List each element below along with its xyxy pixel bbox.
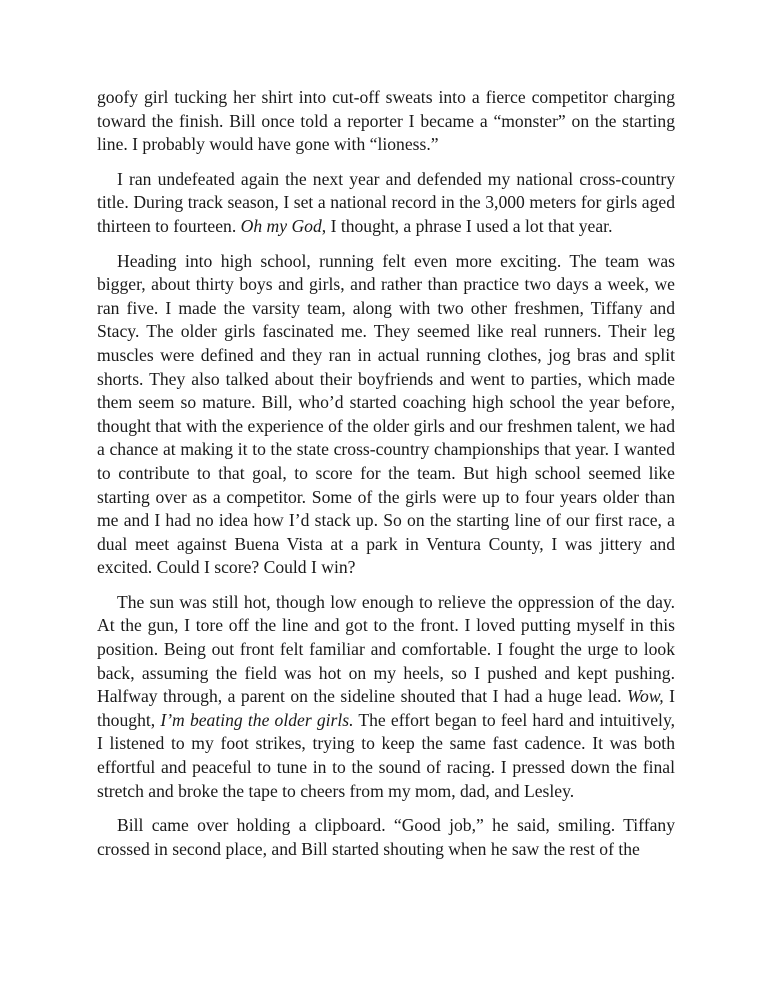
paragraph-3-text: Heading into high school, running felt even more exciting. The team was bigger, about thirty boys and girls, and rather than practice two days a week, we ran five. I made the varsity team, along with two other freshmen, Tiffany and Stacy. The older girls fascinated me. They seemed like real runners. Their leg muscles were defined and they ran in actual running clothes, jog bras and split shorts. They also talked about their boyfriends and went to parties, which made them seem so mature. Bill, who’d started coaching high school the year before, thought that with the experience of the older girls and our freshmen talent, we had a chance at making it to the state cross-country championships that year. I wanted to contribute to that goal, to score for the team. But high school seemed like starting over as a competitor. Some of the girls were up to four years older than me and I had no idea how I’d stack up. So on the starting line of our first race, a dual meet against Buena Vista at a park in Ventura County, I was jittery and excited. Could I score? Could I win? — [97, 250, 675, 578]
paragraph-2-italic-phrase: Oh my God — [240, 215, 322, 236]
book-page-body — [97, 86, 675, 861]
paragraph-4-italic-wow: Wow, — [626, 686, 664, 707]
paragraph-3 — [97, 250, 675, 580]
paragraph-2 — [97, 168, 675, 239]
paragraph-4-text: The sun was still hot, though low enough to relieve the oppression of the day. At the gun, I tore off the line and got to the front. I loved putting myself in this position. Being out front felt familiar and comfortable. I fought the urge to look back, assuming the field was hot on my heels, so I pushed and kept pushing. Halfway through, a parent on the sideline shouted that I had a huge lead. — [97, 591, 675, 707]
paragraph-5 — [97, 814, 675, 861]
paragraph-1-text: goofy girl tucking her shirt into cut-off sweats into a fierce competitor charging toward the finish. Bill once told a reporter I became a “monster” on the starting line. I probably would have gone with “lioness.” — [97, 87, 675, 155]
paragraph-2-text-end: , I thought, a phrase I used a lot that year. — [321, 215, 613, 236]
paragraph-4 — [97, 591, 675, 803]
paragraph-5-text: Bill came over holding a clipboard. “Good job,” he said, smiling. Tiffany crossed in second place, and Bill started shouting when he saw the rest of the — [97, 815, 675, 859]
paragraph-1 — [97, 86, 675, 157]
paragraph-4-text-thought: I thought, — [97, 686, 675, 730]
paragraph-4-text-end: The effort began to feel hard and intuitively, I listened to my foot strikes, trying to keep the same fast cadence. It was both effortful and peaceful to tune in to the sound of racing. I pressed down the final stretch and broke the tape to cheers from my mom, dad, and Lesley. — [97, 709, 676, 801]
paragraph-4-italic-thought: I’m beating the older girls. — [160, 709, 354, 730]
paragraph-2-text: I ran undefeated again the next year and defended my national cross-country title. During track season, I set a national record in the 3,000 meters for girls aged thirteen to fourteen. — [97, 168, 675, 236]
